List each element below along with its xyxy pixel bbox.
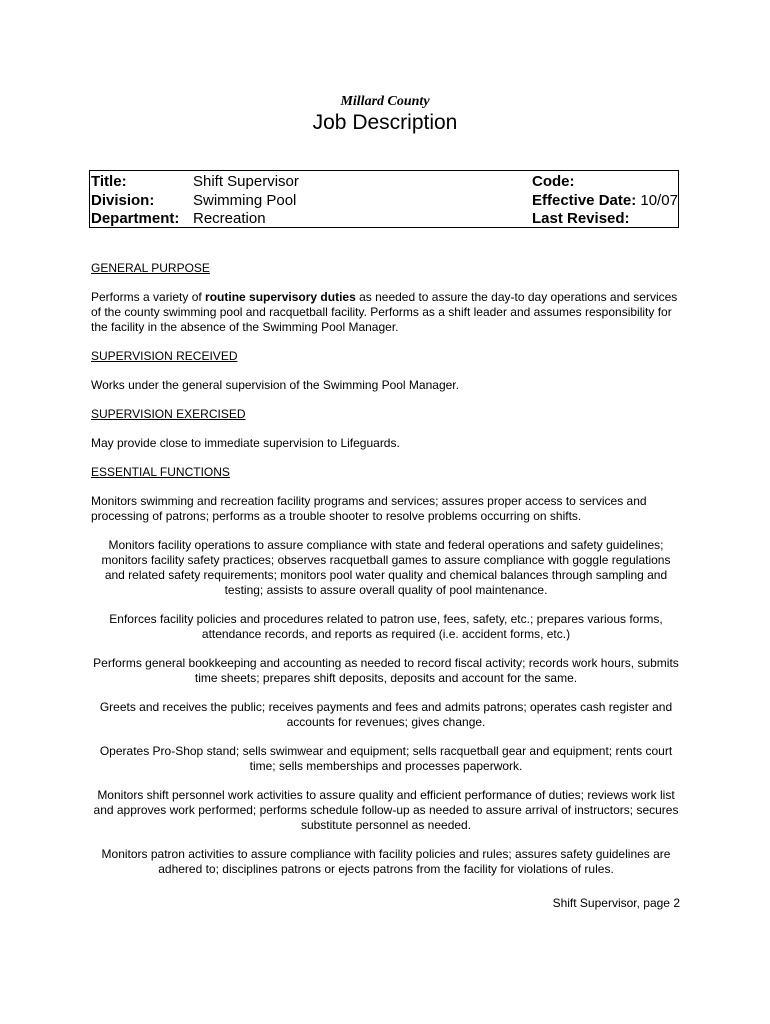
- code-label: Code:: [532, 173, 575, 190]
- essential-function-item: Enforces facility policies and procedures related to patron use, fees, safety, etc.; prepares various forms, attendance records, and reports as required (i.e. accident forms, etc.): [109, 612, 663, 641]
- essential-function-item: Monitors patron activities to assure compliance with facility policies and rules; assures safety guidelines are adhered to; disciplines patrons or ejects patrons from the facility for violations of rules.: [101, 847, 671, 876]
- essential-functions-heading: ESSENTIAL FUNCTIONS: [91, 465, 230, 479]
- supervision-received-heading: SUPERVISION RECEIVED: [91, 349, 238, 363]
- general-purpose-text: Performs a variety of routine supervisory duties as needed to assure the day-to day operations and services of the county swimming pool and racquetball facility. Performs as a shift leader and assumes responsibility for the facility in the absence of the Swimming Pool Manager.: [91, 290, 678, 334]
- general-purpose-heading: GENERAL PURPOSE: [91, 261, 210, 275]
- document-title: Job Description: [312, 111, 458, 134]
- job-info-box: [89, 170, 679, 228]
- essential-function-item: Operates Pro-Shop stand; sells swimwear and equipment; sells racquetball gear and equipment; rents court time; sells memberships and processes paperwork.: [99, 744, 673, 773]
- supervision-exercised-heading: SUPERVISION EXERCISED: [91, 407, 246, 421]
- essential-function-item: Performs general bookkeeping and accounting as needed to record fiscal activity; records work hours, submits time sheets; prepares shift deposits, deposits and account for the same.: [93, 656, 679, 685]
- division-value: Swimming Pool: [193, 192, 297, 209]
- info-row-title: [90, 172, 678, 191]
- effective-date-value: 10/07: [640, 192, 678, 209]
- department-label: Department:: [91, 210, 180, 227]
- essential-function-item: Greets and receives the public; receives payments and fees and admits patrons; operates cash register and accounts for revenues; gives change.: [99, 700, 673, 729]
- page-footer: Shift Supervisor, page 2: [552, 896, 680, 910]
- title-value: Shift Supervisor: [193, 173, 299, 190]
- info-row-division: [90, 191, 678, 210]
- supervision-exercised-text: May provide close to immediate supervision to Lifeguards.: [91, 436, 400, 450]
- effective-date-label: Effective Date: 10/07: [532, 192, 678, 209]
- department-value: Recreation: [193, 210, 266, 227]
- info-row-department: [90, 209, 678, 228]
- last-revised-label: Last Revised:: [532, 210, 630, 227]
- supervision-received-text: Works under the general supervision of the Swimming Pool Manager.: [91, 378, 459, 392]
- division-label: Division:: [91, 192, 155, 209]
- essential-function-item: Monitors shift personnel work activities to assure quality and efficient performance of duties; reviews work list and approves work performed; performs schedule follow-up as needed to assure arrival of instructors; secures substitute personnel as needed.: [93, 788, 679, 832]
- essential-function-item: Monitors facility operations to assure compliance with state and federal operations and safety guidelines; monitors facility safety practices; observes racquetball games to assure compliance with goggle regulations and related safety requirements; monitors pool water quality and chemical balances through sampling and testing; assists to assure overall quality of pool maintenance.: [101, 538, 671, 597]
- county-name: Millard County: [340, 94, 430, 109]
- title-label: Title:: [91, 173, 127, 190]
- essential-function-item: Monitors swimming and recreation facility programs and services; assures proper access to services and processing of patrons; performs as a trouble shooter to resolve problems occurring on shifts.: [91, 494, 647, 523]
- document-body: [91, 261, 681, 891]
